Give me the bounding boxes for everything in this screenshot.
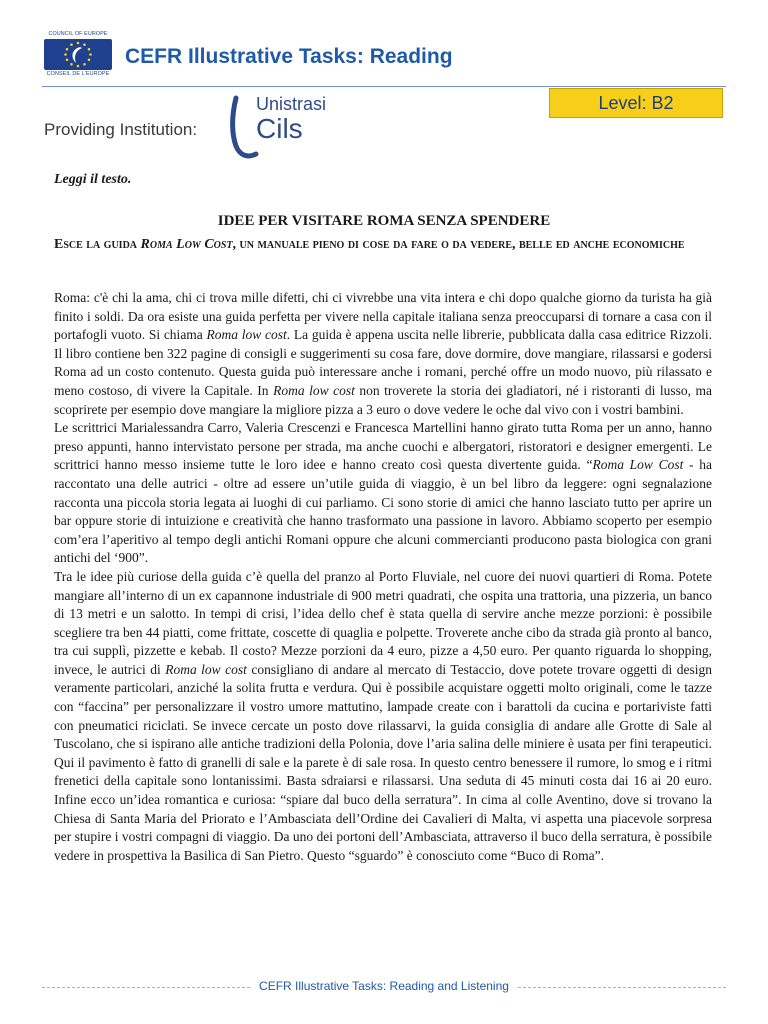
paragraph-2 (54, 419, 712, 568)
footer-divider-right (518, 987, 726, 988)
article-body (54, 289, 712, 865)
subtitle-book-title: Roma Low Cost (140, 237, 233, 252)
book-title: Roma Low Cost (592, 457, 684, 473)
task-instruction: Leggi il testo. (54, 172, 132, 187)
paragraph-3 (54, 568, 712, 866)
footer-text: CEFR Illustrative Tasks: Reading and Listening (259, 979, 509, 993)
eu-stars-flag-icon (44, 39, 112, 70)
book-title: Roma low cost (273, 382, 355, 398)
subtitle-text: , un manuale pieno di cose da fare o da vedere, belle ed anche economiche (232, 237, 685, 252)
paragraph-text: - ha raccontato una delle autrici - oltre ad essere un’utile guida di viaggio, è un bel libro da leggere: ogni segnalazione racconta una piccola storia legata ai luoghi di cui parliamo. Ci sono storie di amici che hanno lasciato tutto per aprire un bar oppure storie di intuizione e creatività che hanno trasformato una passione in lavoro. Abbiamo scoperto per esempio com’era l’aperitivo al tempo degli antichi Romani oppure che alcuni commercianti producono pasta biologica con grani antichi del ‘900”. (54, 457, 712, 566)
paragraph-text: Roma: c'è chi la ama, chi ci trova mille difetti, chi ci vivrebbe una vita intera e chi dopo qualche giorno da turista ha già finito i soldi. Da ora esiste una guida perfetta per vivere nella capitale italiana senza preoccuparsi di tornare a casa con il portafogli vuoto. Si chiama (54, 290, 712, 343)
article-title: IDEE PER VISITARE ROMA SENZA SPENDERE (217, 213, 551, 229)
logo-bottom-text: CONSEIL DE L'EUROPE (46, 71, 110, 77)
institution-name-line1: Unistrasi (256, 94, 327, 114)
institution-label: Providing Institution: (44, 120, 198, 139)
footer-divider-left (42, 987, 250, 988)
subtitle-text: Esce la guida (54, 237, 141, 252)
council-of-europe-logo (42, 31, 114, 79)
book-title: Roma low cost (206, 327, 287, 343)
article-subtitle (54, 235, 722, 254)
paragraph-text: Tra le idee più curiose della guida c’è quella del pranzo al Porto Fluviale, nel cuore dei nuovi quartieri di Roma. Potete mangiare all’interno di un ex capannone industriale di 900 metri quadrati, che ospita una trattoria, una pizzeria, un banco di 13 metri e un salotto. In tempi di crisi, l’idea dello chef è stata quella di servire anche mezze porzioni: è possibile scegliere tra ben 44 piatti, come frittate, coscette di quaglia e polpette. Troverete anche cibo da strada già pronto al banco, tra cui supplì, pizzette e kebab. Il costo? Mezze porzioni da 4 euro, pizze a 4,50 euro. Per quanto riguarda lo shopping, invece, le autrici di (54, 568, 712, 677)
paragraph-text: non troverete la storia dei gladiatori, né i ristoranti di lusso, ma scoprirete per esempio dove mangiare la migliore pizza a 3 euro o dove vedere le oche dal vivo con i vostri bambini. (54, 382, 713, 417)
level-badge: Level: B2 (549, 88, 723, 118)
header-divider (42, 86, 726, 87)
page-title: CEFR Illustrative Tasks: Reading (125, 45, 453, 68)
institution-name-line2: Cils (256, 113, 303, 144)
book-title: Roma low cost (165, 661, 247, 677)
paragraph-text: . La guida è appena uscita nelle librerie, pubblicata dalla casa editrice Rizzoli. Il libro contiene ben 322 pagine di consigli e suggerimenti su cosa fare, dove dormire, dove mangiare, rilassarsi e godersi Roma ad un costo contenuto. Questa guida può interessare anche i romani, perché offre un modo nuovo, più rilassato e meno costoso, di vivere la Capitale. In (54, 327, 712, 398)
paragraph-1 (54, 289, 712, 419)
paragraph-text: Le scrittrici Marialessandra Carro, Valeria Crescenzi e Francesca Martellini hanno girato tutta Roma per un anno, hanno preso appunti, hanno intervistato persone per strada, ma anche cuochi e albergatori, ristoratori e designer emergenti. Le scrittrici hanno messo insieme tutte le loro idee e hanno creato così questa divertente guida. “ (54, 420, 712, 473)
paragraph-text: consigliano di andare al mercato di Testaccio, dove potete trovare oggetti di design veramente particolari, anziché la solita frutta e verdura. Qui è possibile acquistare oggetti molto originali, come le tazze con “faccina” per personalizzare il vostro umore mattutino, lampade create con i barattoli da cucina e portariviste fatti con pneumatici riciclati. Se invece cercate un posto dove rilassarvi, la guida consiglia di andare alle Grotte di Sale al Tuscolano, che si ispirano alle antiche tradizioni della Polonia, dove l’aria salina delle miniere è usata per fini terapeutici. Qui il pavimento è fatto di granelli di sale e la parete è di sale rosa. In questo centro benessere il rumore, lo smog e i ritmi frenetici della capitale sono lontanissimi. Basta sdraiarsi e rilassarsi. Una seduta di 45 minuti costa dai 16 ai 20 euro. Infine ecco un’idea romantica e curiosa: “spiare dal buco della serratura”. In cima al colle Aventino, dove si trovano la Chiesa di Santa Maria del Priorato e l’Ambasciata dell’Ordine dei Cavalieri di Malta, vi aspetta una piacevole sorpresa per stupire i vostri compagni di viaggio. Da uno dei portoni dell’Ambasciata, attraverso il buco della serratura, è possibile vedere in prospettiva la Basilica di San Pietro. Questo “sguardo” è conosciuto come “Buco di Roma”. (54, 661, 713, 863)
logo-top-text: COUNCIL OF EUROPE (48, 31, 108, 37)
